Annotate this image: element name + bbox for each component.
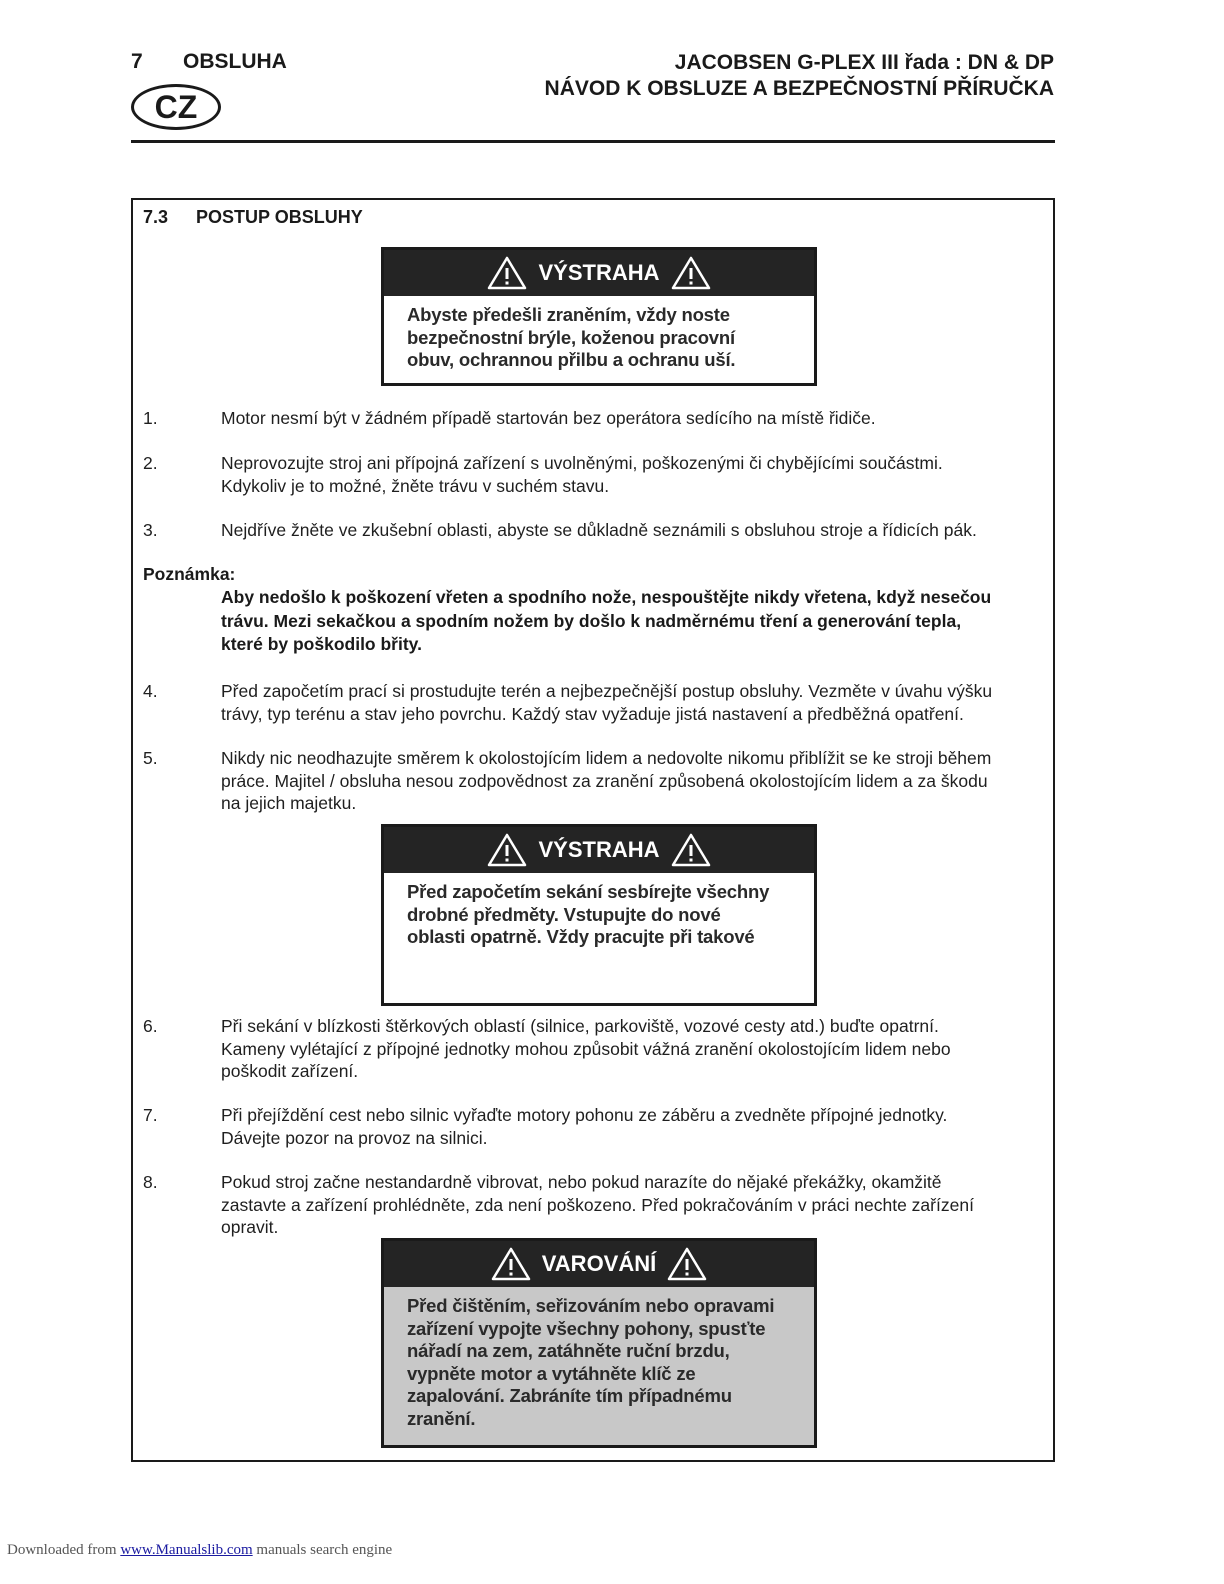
caution-box: [381, 1238, 817, 1448]
step-line: Nejdříve žněte ve zkušební oblasti, abyste se důkladně seznámili s obsluhou stroje a řídicích pák.: [221, 520, 977, 540]
header-section-label: [131, 50, 287, 74]
warning-line: drobné předměty. Vstupujte do nové: [407, 903, 721, 925]
step-number: 8.: [143, 1172, 158, 1192]
header-section-name: OBSLUHA: [183, 50, 287, 73]
warning-triangle-icon: [670, 832, 712, 868]
warning-line: Před započetím sekání sesbírejte všechny: [407, 881, 770, 902]
warning-triangle-icon: [490, 1246, 532, 1282]
warning-text: [384, 296, 814, 372]
note-title: Poznámka:: [143, 564, 236, 584]
caution-label: VAROVÁNÍ: [541, 1251, 657, 1276]
header-title-block: [545, 50, 1054, 102]
warning-triangle-icon: [486, 832, 528, 868]
warning-label: VÝSTRAHA: [538, 837, 660, 862]
step-line: Kameny vylétající z přípojné jednotky mohou způsobit vážná zranění okolostojícím lidem nebo: [221, 1038, 951, 1059]
note-line: trávu. Mezi sekačkou a spodním nožem by došlo k nadměrnému tření a generování tepla,: [221, 610, 962, 631]
step-number: 5.: [143, 748, 158, 768]
warning-triangle-icon: [670, 255, 712, 291]
step-item: [143, 519, 1043, 542]
section-title: POSTUP OBSLUHY: [196, 207, 363, 227]
download-footer: [7, 1542, 392, 1559]
step-number: 6.: [143, 1016, 158, 1036]
warning-line: Abyste předešli zraněním, vždy noste: [407, 304, 730, 325]
warning-box: [381, 247, 817, 386]
step-number: 2.: [143, 453, 158, 473]
note-line: které by poškodilo břity.: [221, 634, 422, 654]
warning-box: [381, 824, 817, 1006]
warning-line: obuv, ochrannou přilbu a ochranu uší.: [407, 349, 736, 370]
step-item: [143, 407, 1043, 430]
caution-text: [384, 1287, 814, 1430]
caution-line: zranění.: [407, 1407, 476, 1429]
header-section-number: 7: [131, 50, 143, 73]
step-line: poškodit zařízení.: [221, 1061, 359, 1081]
warning-header: [384, 250, 814, 296]
step-item: [143, 680, 1043, 725]
section-number: 7.3: [143, 207, 169, 227]
step-line: Motor nesmí být v žádném případě startován bez operátora sedícího na místě řidiče.: [221, 408, 876, 428]
step-line: na jejich majetku.: [221, 793, 357, 813]
warning-header: [384, 827, 814, 873]
step-number: 7.: [143, 1105, 158, 1125]
caution-header: [384, 1241, 814, 1287]
step-line: trávy, typ terénu a stav jeho povrchu. Každý stav vyžaduje jistá nastavení a předběžná opatření.: [221, 703, 964, 724]
step-line: Pokud stroj začne nestandardně vibrovat, nebo pokud narazíte do nějaké překážky, okamžitě: [221, 1172, 942, 1192]
caution-line: nářadí na zem, zatáhněte ruční brzdu,: [407, 1340, 730, 1361]
step-line: opravit.: [221, 1217, 279, 1237]
warning-triangle-icon: [666, 1246, 708, 1282]
footer-suffix: manuals search engine: [256, 1542, 393, 1558]
header-divider: [131, 140, 1055, 143]
language-badge: CZ: [131, 84, 221, 130]
warning-line: bezpečnostní brýle, koženou pracovní: [407, 326, 735, 348]
caution-line: zařízení vypojte všechny pohony, spusťte: [407, 1317, 766, 1339]
caution-line: Před čištěním, seřizováním nebo opravami: [407, 1295, 775, 1316]
step-item: [143, 1015, 1043, 1083]
step-line: Před započetím prací si prostudujte terén a nejbezpečnější postup obsluhy. Vezměte v úvahu výšku: [221, 681, 993, 701]
step-line: práce. Majitel / obsluha nesou zodpovědnost za zranění způsobená okolostojícím lidem a za škodu: [221, 770, 988, 791]
step-line: Neprovozujte stroj ani přípojná zařízení s uvolněnými, poškozenými či chybějícími součástmi.: [221, 453, 943, 473]
note-body: [221, 586, 1051, 657]
caution-line: vypněte motor a vytáhněte klíč ze: [407, 1362, 696, 1384]
note-line: Aby nedošlo k poškození vřeten a spodního nože, nespouštějte nikdy vřetena, když nesečou: [221, 587, 992, 607]
footer-prefix: Downloaded from: [7, 1542, 117, 1558]
manualslib-link[interactable]: www.Manualslib.com: [120, 1542, 253, 1558]
header-manual-title: NÁVOD K OBSLUZE A BEZPEČNOSTNÍ PŘÍRUČKA: [544, 77, 1054, 100]
warning-label: VÝSTRAHA: [538, 260, 660, 285]
step-line: Při přejíždění cest nebo silnic vyřaďte motory pohonu ze záběru a zvedněte přípojné jednotky.: [221, 1105, 948, 1125]
step-number: 3.: [143, 520, 158, 540]
warning-triangle-icon: [486, 255, 528, 291]
step-number: 1.: [143, 408, 158, 428]
caution-line: zapalování. Zabráníte tím případnému: [407, 1385, 732, 1406]
step-item: [143, 452, 1043, 497]
step-line: Při sekání v blízkosti štěrkových oblastí (silnice, parkoviště, vozové cesty atd.) buďte opatrní.: [221, 1016, 939, 1036]
step-item: [143, 1171, 1043, 1239]
step-line: Dávejte pozor na provoz na silnici.: [221, 1127, 488, 1148]
step-number: 4.: [143, 681, 158, 701]
step-item: [143, 747, 1043, 815]
header-product-line: JACOBSEN G-PLEX III řada : DN & DP: [674, 51, 1054, 74]
step-line: Nikdy nic neodhazujte směrem k okolostojícím lidem a nedovolte nikomu přiblížit se ke stroji během: [221, 748, 992, 768]
step-line: zastavte a zařízení prohlédněte, zda není poškozeno. Před pokračováním v práci nechte zařízení: [221, 1194, 974, 1215]
warning-line: oblasti opatrně. Vždy pracujte při takové: [407, 926, 755, 947]
step-item: [143, 1104, 1043, 1149]
section-heading: [143, 207, 363, 228]
step-line: Kdykoliv je to možné, žněte trávu v suchém stavu.: [221, 475, 610, 496]
warning-text: [384, 873, 814, 949]
